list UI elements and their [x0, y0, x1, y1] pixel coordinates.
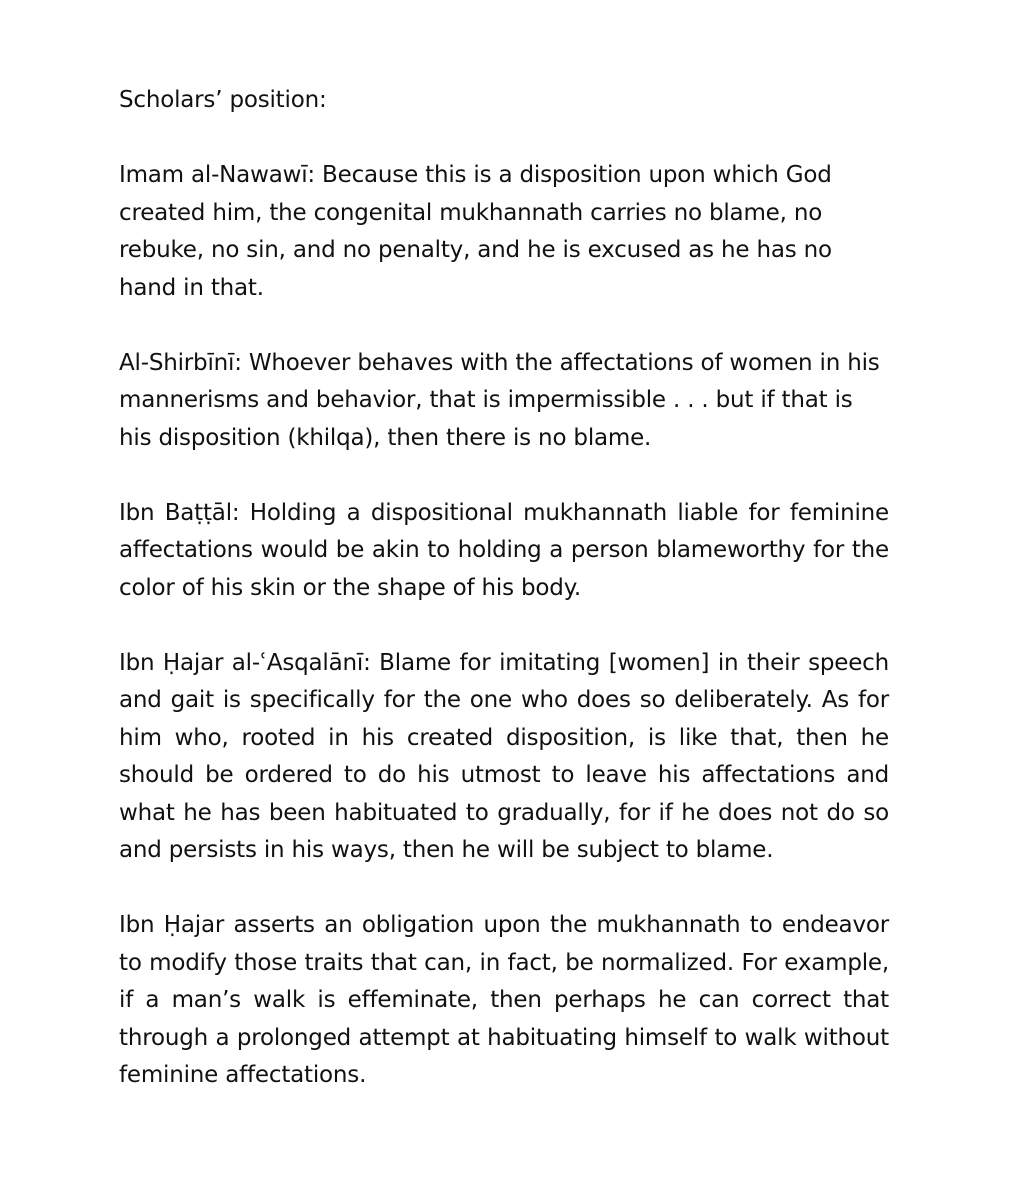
paragraph-ibn-battal: Ibn Baṭṭāl: Holding a dispositional mukhannath liable for feminine affectations would be akin to holding a person blameworthy for the color of his skin or the shape of his body. [119, 499, 889, 601]
paragraph-ibn-hajar-obligation: Ibn Ḥajar asserts an obligation upon the mukhannath to endeavor to modify those traits that can, in fact, be normalized. For example, if a man’s walk is effeminate, then perhaps he can correct that through a prolonged attempt at habituating himself to walk without feminine affectations. [119, 912, 889, 1088]
paragraph-shirbini: Al-Shirbīnī: Whoever behaves with the affectations of women in his mannerisms and behavior, that is impermissible . . . but if that is his disposition (khilqa), then there is no blame. [119, 349, 880, 451]
paragraph-nawawi: Imam al-Nawawī: Because this is a disposition upon which God created him, the congenital mukhannath carries no blame, no rebuke, no sin, and no penalty, and he is excused as he has no hand in that. [119, 162, 832, 301]
paragraph-ibn-hajar-asqalani: Ibn Ḥajar al-ʿAsqalānī: Blame for imitating [women] in their speech and gait is specifically for the one who does so deliberately. As for him who, rooted in his created disposition, is like that, then he should be ordered to do his utmost to leave his affectations and what he has been habituated to gradually, for if he does not do so and persists in his ways, then he will be subject to blame. [119, 649, 889, 863]
section-heading: Scholars’ position: [119, 87, 327, 113]
document-body [119, 82, 889, 1132]
